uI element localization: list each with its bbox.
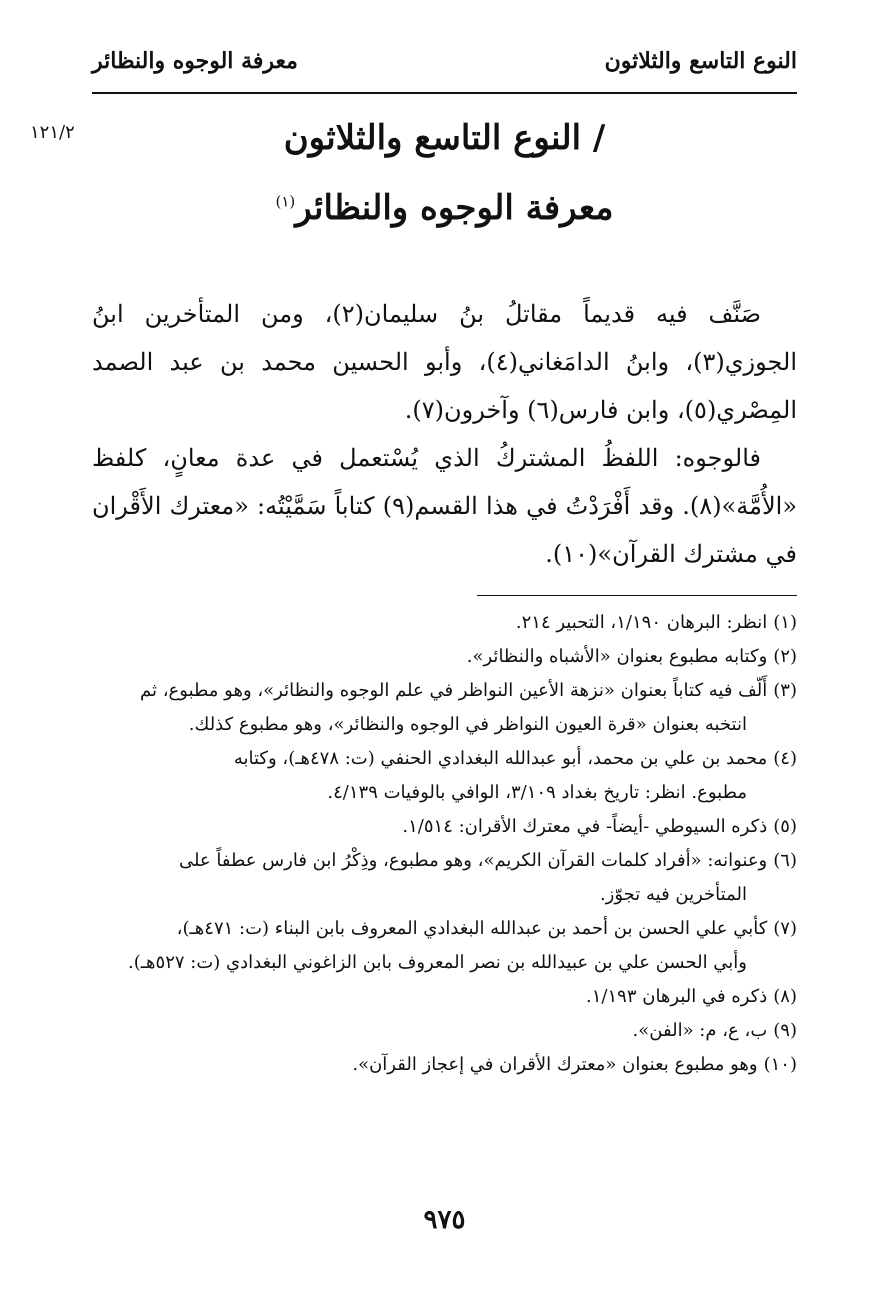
footnote [92,742,797,776]
page-number: ٩٧٥ [423,1205,466,1235]
chapter-subtitle-text: معرفة الوجوه والنظائر [295,188,614,228]
footnote-text: محمد بن علي بن محمد، أبو عبدالله البغدادي الحنفي (ت: ٤٧٨هـ)، وكتابه [233,748,768,769]
footnote-text: ذكره في البرهان ١/١٩٣. [586,986,768,1007]
footnote-number: (٢) [773,646,797,667]
footnote-text: وكتابه مطبوع بعنوان «الأشباه والنظائر». [466,646,768,667]
footnote-number: (٨) [773,986,797,1007]
footnote-continuation: مطبوع. انظر: تاريخ بغداد ٣/١٠٩، الوافي بالوفيات ٤/١٣٩. [327,782,747,803]
footnote-continuation: انتخبه بعنوان «قرة العيون النواظر في الوجوه والنظائر»، وهو مطبوع كذلك. [188,714,747,735]
chapter-subtitle [92,188,797,228]
header-chapter-title: النوع التاسع والثلاثون [604,48,797,74]
running-header [92,40,797,90]
footnote-divider [477,595,797,596]
margin-reference: ١٢١/٢ [30,122,75,143]
footnote [92,674,797,708]
footnote-number: (٩) [773,1020,797,1041]
footnote [92,1048,797,1082]
footnote-number: (٦) [773,850,797,871]
subtitle-footnote-marker: (١) [275,192,296,211]
footnotes [92,606,797,1082]
header-divider [92,92,797,94]
footnote-text: ب، ع، م: «الفن». [632,1020,768,1041]
footnote-text: كأبي علي الحسن بن أحمد بن عبدالله البغدادي المعروف بابن البناء (ت: ٤٧١هـ)، [176,918,768,939]
footnote [92,1014,797,1048]
paragraph-1: صَنَّف فيه قديماً مقاتلُ بنُ سليمان(٢)، ومن المتأخرين ابنُ الجوزي(٣)، وابنُ الدامَغاني(٤)، وأبو الحسين محمد بن عبد الصمد المِصْري(٥)، وابن فارس(٦) وآخرون(٧). [92,300,797,424]
footnote-text: وهو مطبوع بعنوان «معترك الأقران في إعجاز القرآن». [352,1054,758,1075]
footnote-number: (١٠) [763,1054,797,1075]
footnote [92,844,797,878]
footnote-text: ذكره السيوطي -أيضاً- في معترك الأقران: ١/٥١٤. [402,816,768,837]
footnote-number: (٣) [773,680,797,701]
footnote-continuation: المتأخرين فيه تجوّز. [599,884,747,905]
footnote [92,810,797,844]
body-text [92,290,797,578]
footnote [92,912,797,946]
footnote-number: (٤) [773,748,797,769]
footnote-number: (١) [773,612,797,633]
footnote-number: (٥) [773,816,797,837]
header-section-title: معرفة الوجوه والنظائر [92,48,298,74]
footnote-number: (٧) [773,918,797,939]
footnote-text: انظر: البرهان ١/١٩٠، التحبير ٢١٤. [515,612,768,633]
footnote [92,980,797,1014]
paragraph-2: فالوجوه: اللفظُ المشتركُ الذي يُسْتعمل في عدة معانٍ، كلفظ «الأُمَّة»(٨). وقد أَفْرَدْتُ في هذا القسم(٩) كتاباً سَمَّيْتُه: «معترك الأَقْران في مشترك القرآن»(١٠). [92,444,797,568]
chapter-title: / النوع التاسع والثلاثون [283,118,606,158]
footnote [92,606,797,640]
footnote-continuation: وأبي الحسن علي بن عبيدالله بن نصر المعروف بابن الزاغوني البغدادي (ت: ٥٢٧هـ). [128,952,747,973]
footnote-text: أَلّف فيه كتاباً بعنوان «نزهة الأعين النواظر في علم الوجوه والنظائر»، وهو مطبوع، ثم [140,680,768,701]
footnote-text: وعنوانه: «أفراد كلمات القرآن الكريم»، وهو مطبوع، وذِكْرُ ابن فارس عطفاً على [178,850,768,871]
footnote [92,640,797,674]
